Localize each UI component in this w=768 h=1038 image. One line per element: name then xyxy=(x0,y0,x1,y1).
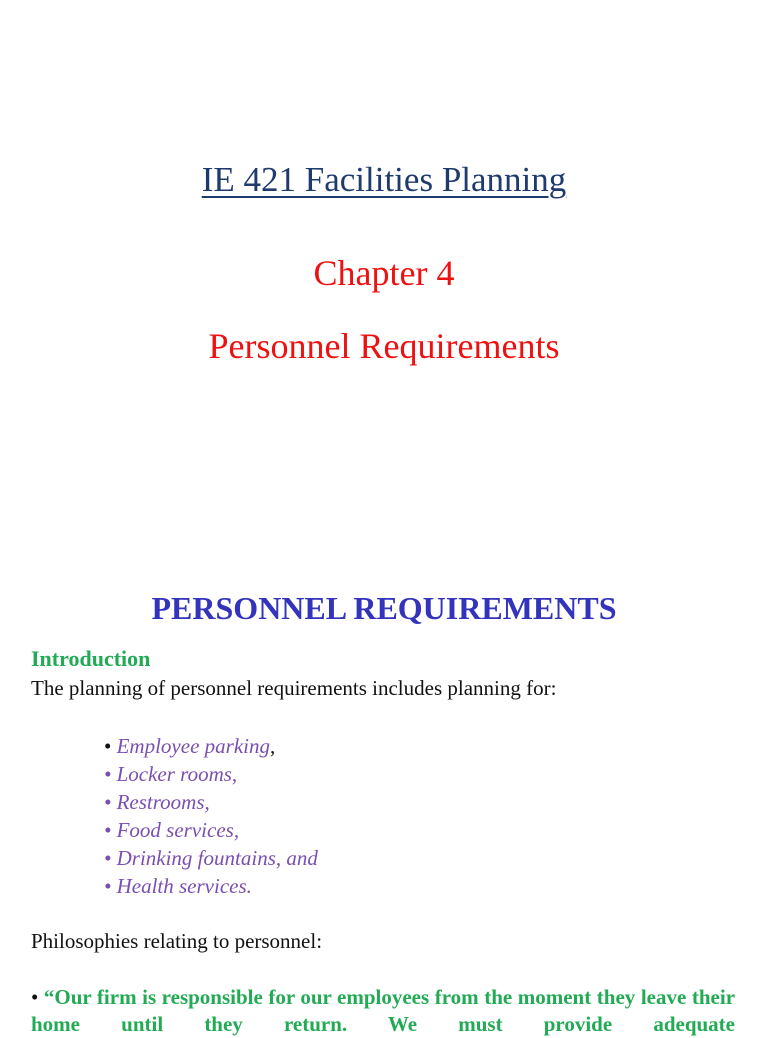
chapter-number: Chapter 4 xyxy=(313,253,455,293)
list-item-text: Restrooms, xyxy=(116,790,210,814)
list-item-separator: , xyxy=(269,734,276,758)
list-item-text: Health services. xyxy=(116,874,252,898)
list-item xyxy=(104,844,318,872)
list-item xyxy=(104,732,318,760)
list-item xyxy=(104,872,318,900)
bullet: • xyxy=(104,846,112,870)
list-item-text: Locker rooms, xyxy=(116,762,238,786)
bullet: • xyxy=(104,762,112,786)
bullet: • xyxy=(104,734,112,758)
section-label: Introduction xyxy=(31,646,151,671)
intro-text: The planning of personnel requirements includes planning for: xyxy=(31,676,557,700)
course-title: IE 421 Facilities Planning xyxy=(201,160,567,199)
slide-heading: PERSONNEL REQUIREMENTS xyxy=(151,590,617,626)
list-item-text: Employee parking xyxy=(116,734,270,758)
philosophies-label: Philosophies relating to personnel: xyxy=(31,929,323,953)
bullet: • xyxy=(104,818,112,842)
list-item xyxy=(104,760,318,788)
list-item-text: Drinking fountains, and xyxy=(116,846,318,870)
content-slide xyxy=(0,560,768,1036)
list-item-text: Food services, xyxy=(116,818,240,842)
bullet: • xyxy=(104,874,112,898)
list-item xyxy=(104,816,318,844)
chapter-title: Personnel Requirements xyxy=(208,326,560,366)
requirements-list xyxy=(104,732,318,900)
philosophy-quote xyxy=(31,984,735,1038)
bullet: • xyxy=(104,790,112,814)
quote-text: “Our firm is responsible for our employees from the moment they leave their home until they return. We must provide adequate xyxy=(31,985,736,1036)
list-item xyxy=(104,788,318,816)
quote-bullet: • xyxy=(31,985,39,1009)
